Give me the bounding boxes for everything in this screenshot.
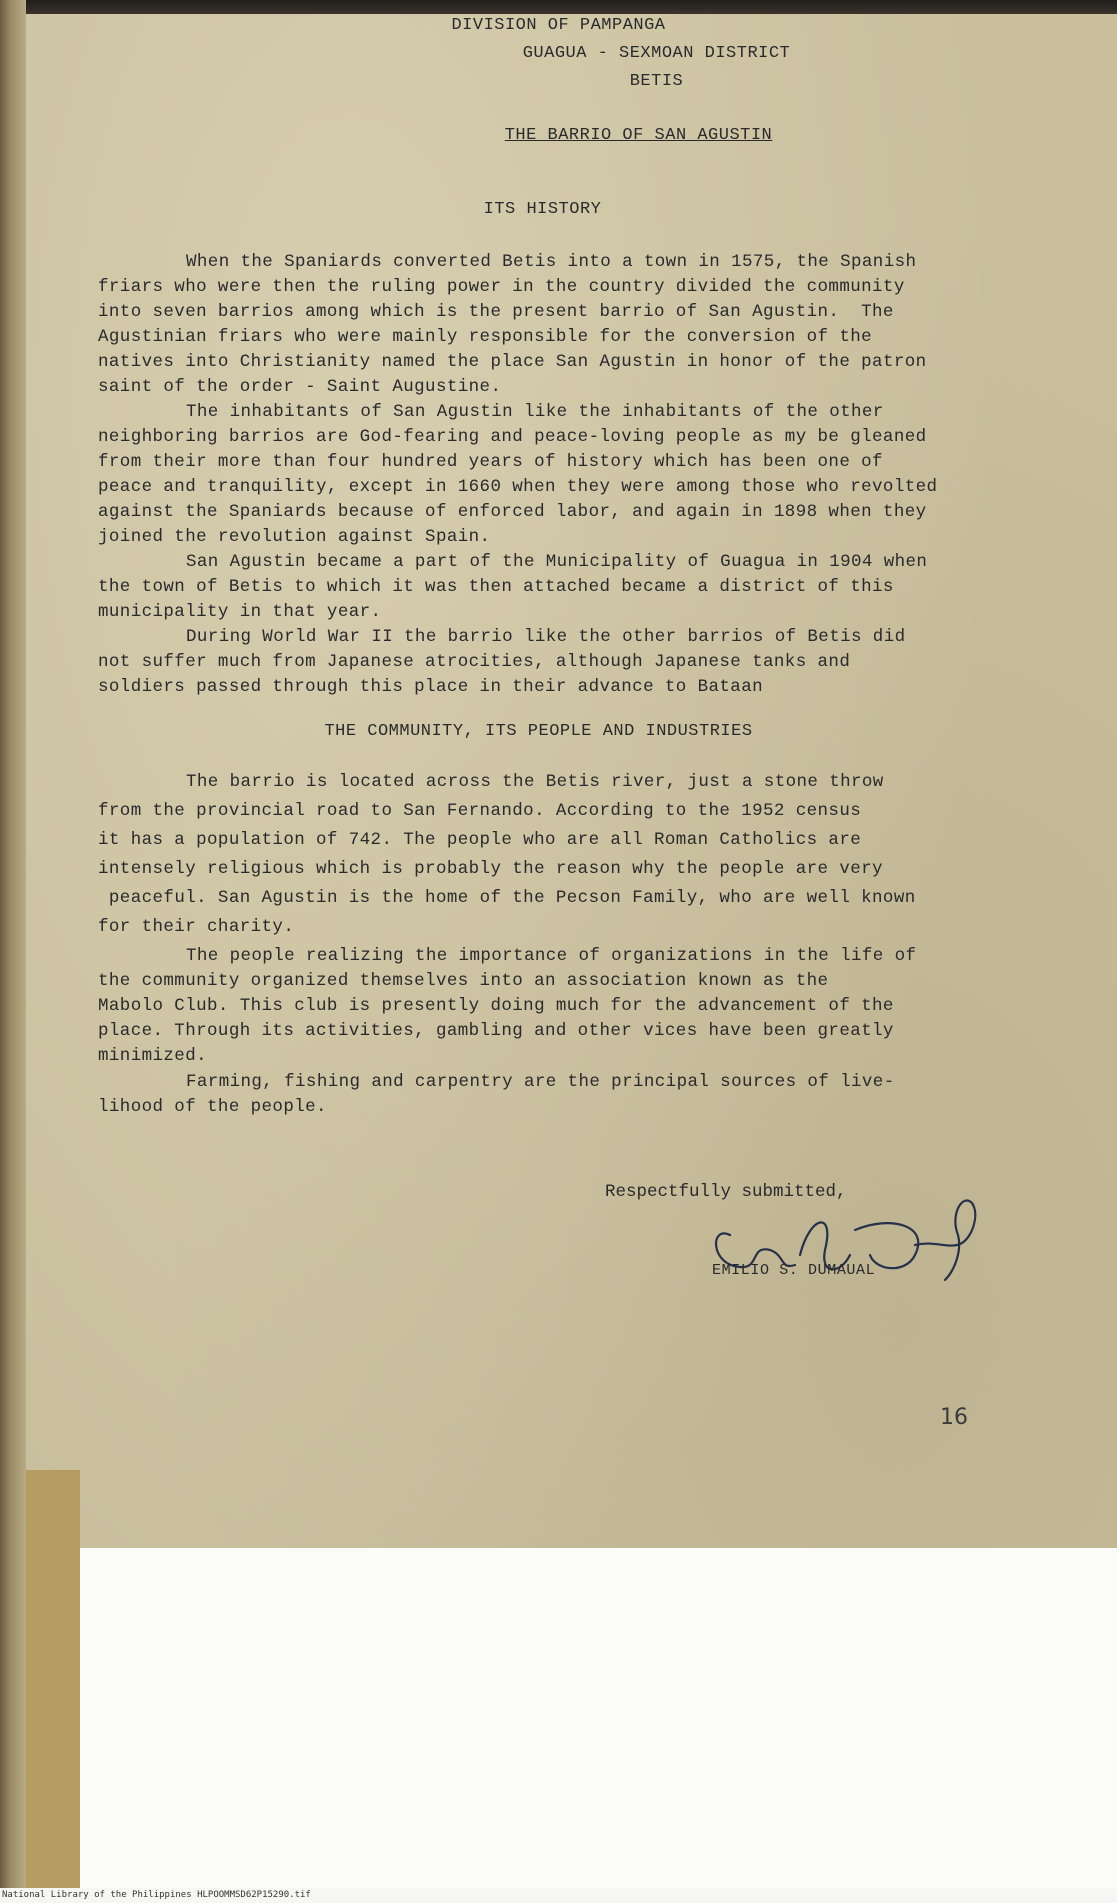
document-title	[80, 126, 1117, 145]
division-header: DIVISION OF PAMPANGA	[451, 16, 666, 35]
section-heading-community: THE COMMUNITY, ITS PEOPLE AND INDUSTRIES	[324, 722, 753, 741]
section-heading-history: ITS HISTORY	[483, 200, 602, 219]
community-paragraph-3: Farming, fishing and carpentry are the principal sources of live- lihood of the people.	[98, 1072, 895, 1117]
document-title-text: THE BARRIO OF SAN AGUSTIN	[504, 126, 773, 145]
footer-archive-label: National Library of the Philippines HLPOOMMSD62P15290.tif	[2, 1890, 311, 1900]
left-binding-edge	[0, 0, 26, 1903]
history-paragraph-1: When the Spaniards converted Betis into a town in 1575, the Spanish friars who were then the ruling power in the country divided the community into seven barrios among which is the present barrio of San Agustin. The Agustinian friars who were mainly responsible for the conversion of the natives into Christianity named the place San Agustin in honor of the patron saint of the order - Saint Augustine.	[98, 252, 927, 397]
community-paragraph-1: The barrio is located across the Betis river, just a stone throw from the provincial road to San Fernando. According to the 1952 census it has a population of 742. The people who are all Roman Catholics are intensely religious which is probably the reason why the people are very peaceful. San Agustin is the home of the Pecson Family, who are well known for their charity.	[98, 772, 916, 937]
history-paragraph-4: During World War II the barrio like the other barrios of Betis did not suffer much from Japanese atrocities, although Japanese tanks and soldiers passed through this place in their advance to Bataan	[98, 627, 906, 697]
left-tab-strip	[26, 1470, 80, 1888]
district-header: GUAGUA - SEXMOAN DISTRICT	[522, 44, 791, 63]
history-paragraph-3: San Agustin became a part of the Municipality of Guagua in 1904 when the town of Betis to which it was then attached became a district of this municipality in that year.	[98, 552, 928, 622]
closing-salutation: Respectfully submitted,	[605, 1182, 847, 1202]
signer-name: EMILIO S. DUMAUAL	[712, 1262, 876, 1279]
town-header: BETIS	[629, 72, 684, 91]
top-shadow-edge	[26, 0, 1117, 14]
handwritten-page-number: 16	[940, 1405, 968, 1430]
blank-underlying-sheet	[80, 1548, 1117, 1888]
community-paragraph-2: The people realizing the importance of organizations in the life of the community organized themselves into an association known as the Mabolo Club. This club is presently doing much for the advancement of the place. Through its activities, gambling and other vices have been greatly minimized.	[98, 946, 917, 1066]
history-paragraph-2: The inhabitants of San Agustin like the inhabitants of the other neighboring barrios are God-fearing and peace-loving people as my be gleaned from their more than four hundred years of history which has been one of peace and tranquility, except in 1660 when they were among those who revolted against the Spaniards because of enforced labor, and again in 1898 when they joined the revolution against Spain.	[98, 402, 938, 547]
